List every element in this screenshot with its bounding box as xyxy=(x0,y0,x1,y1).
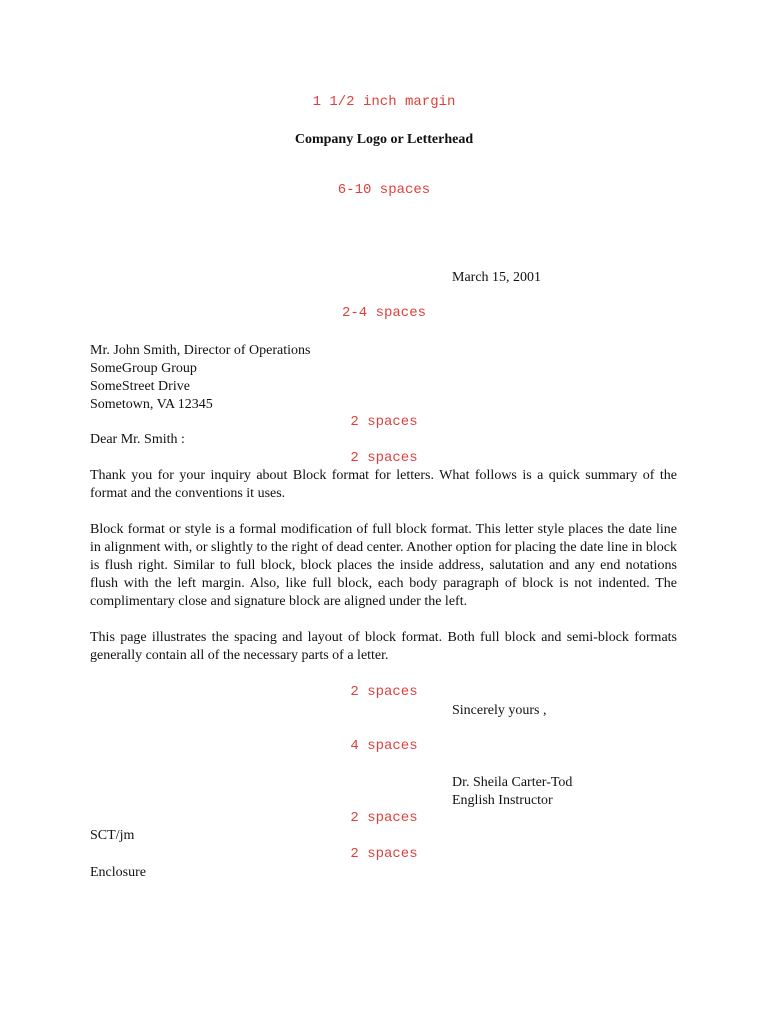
enclosure-notation: Enclosure xyxy=(90,865,146,880)
body-paragraph: Block format or style is a formal modification of full block format. This letter style places the date line in alignment with, or slightly to the right of dead center. Another option for placing the date line in block is flush right. Similar to full block, block places the inside address, salutation and any end notations flush with the left margin. Also, like full block, each body paragraph of block is not indented. The complimentary close and signature block are aligned under the left. xyxy=(90,522,677,609)
signature-block xyxy=(452,774,572,810)
close-spacing-annotation: 2 spaces xyxy=(350,684,418,700)
salutation: Dear Mr. Smith : xyxy=(90,432,185,447)
body-paragraph: This page illustrates the spacing and layout of block format. Both full block and semi-block formats generally contain all of the necessary parts of a letter. xyxy=(90,630,677,663)
address-line: SomeStreet Drive xyxy=(90,379,190,394)
signature-spacing-annotation: 4 spaces xyxy=(350,738,418,754)
body-paragraph: Thank you for your inquiry about Block format for letters. What follows is a quick summary of the format and the conventions it uses. xyxy=(90,468,677,501)
address-line: SomeGroup Group xyxy=(90,361,197,376)
address-line: Mr. John Smith, Director of Operations xyxy=(90,343,311,358)
enclosure-spacing-annotation: 2 spaces xyxy=(350,846,418,862)
signer-title: English Instructor xyxy=(452,793,553,808)
complimentary-close: Sincerely yours , xyxy=(452,703,547,718)
date-spacing-annotation: 2-4 spaces xyxy=(341,305,426,321)
date-line: March 15, 2001 xyxy=(452,270,542,285)
letterhead-spacing-annotation: 6-10 spaces xyxy=(337,182,431,198)
salutation-spacing-annotation: 2 spaces xyxy=(350,450,418,466)
letterhead: Company Logo or Letterhead xyxy=(294,132,474,147)
margin-annotation: 1 1/2 inch margin xyxy=(312,94,456,110)
signer-name: Dr. Sheila Carter-Tod xyxy=(452,775,573,790)
reference-initials: SCT/jm xyxy=(90,828,135,843)
initials-spacing-annotation: 2 spaces xyxy=(350,810,418,826)
inside-address xyxy=(90,342,310,414)
address-line: Sometown, VA 12345 xyxy=(90,397,213,412)
address-spacing-annotation: 2 spaces xyxy=(350,414,418,430)
